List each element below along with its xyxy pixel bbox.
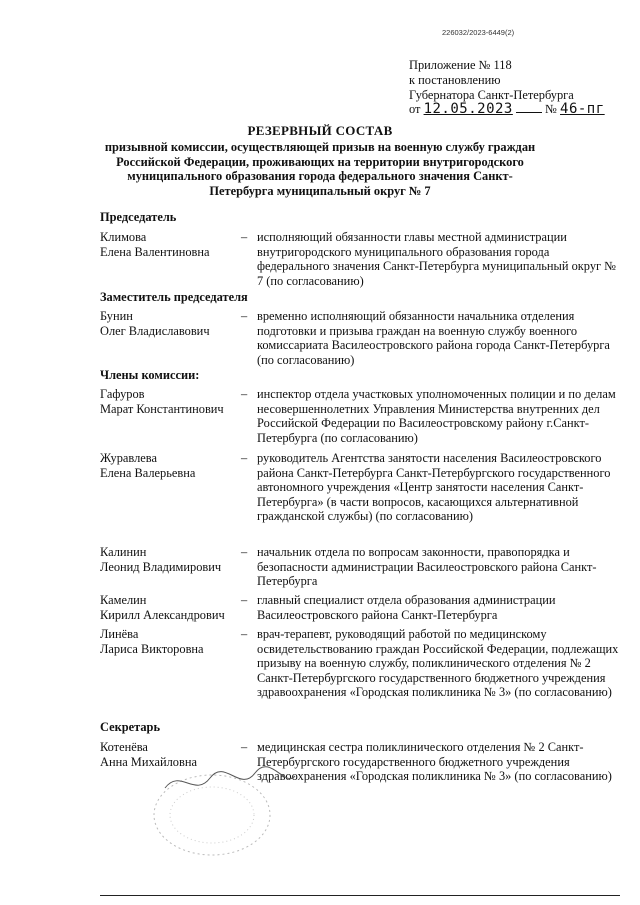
entry-desc: главный специалист отдела образования администрации Василеостровского района Санкт-Петербурга (257, 593, 556, 622)
section-chairman: Председатель (100, 210, 177, 224)
appendix-date-line (409, 102, 605, 117)
section-secretary: Секретарь (100, 720, 161, 734)
entry-name: Калинин Леонид Владимирович (100, 545, 222, 574)
section-members: Члены комиссии: (100, 368, 200, 382)
document-title: РЕЗЕРВНЫЙ СОСТАВ (247, 123, 393, 138)
entry-dash: – (241, 387, 248, 401)
entry-dash: – (241, 740, 248, 754)
number-prefix: № (545, 102, 557, 117)
entry-name: Камелин Кирилл Александрович (100, 593, 225, 622)
number-value: 46-пг (560, 101, 605, 118)
entry-dash: – (241, 593, 248, 607)
date-prefix: от (409, 102, 421, 117)
entry-name: Линёва Лариса Викторовна (100, 627, 204, 656)
entry-desc: медицинская сестра поликлинического отделения № 2 Санкт-Петербургского государственного бюджетного учреждения здравоохранения «Городская поликлиника № 3» (по согласованию) (257, 740, 612, 784)
appendix-line-3: Губернатора Санкт-Петербурга (409, 87, 574, 102)
appendix-block (409, 58, 605, 117)
entry-dash: – (241, 627, 248, 641)
entry-desc: инспектор отдела участковых уполномоченных полиции и по делам несовершеннолетних Управления Министерства внутренних дел Российской Федерации по Василеостровскому району г.Санкт-Петербурга (по согласованию) (257, 387, 616, 445)
date-value: 12.05.2023 (423, 101, 513, 118)
entry-name: Котенёва Анна Михайловна (100, 740, 197, 769)
document-subtitle: призывной комиссии, осуществляющей призыв на военную службу граждан Российской Федерации, проживающих на территории внутригородского муниципального образования города федерального значения Санкт-Петербурга муниципальный округ № 7 (104, 140, 536, 198)
appendix-line-1: Приложение № 118 (409, 58, 512, 72)
entry-name: Климова Елена Валентиновна (100, 230, 210, 259)
entry-dash: – (241, 309, 248, 323)
footer-rule (100, 895, 620, 896)
entry-name: Бунин Олег Владиславович (100, 309, 210, 338)
entry-dash: – (241, 230, 248, 244)
document-number: 226032/2023-6449(2) (442, 28, 515, 37)
entry-desc: исполняющий обязанности главы местной администрации внутригородского муниципального образования города федерального значения Санкт-Петербурга муниципальный округ № 7 (по согласованию) (257, 230, 617, 288)
section-deputy: Заместитель председателя (100, 290, 248, 304)
entry-dash: – (241, 545, 248, 559)
entry-desc: начальник отдела по вопросам законности, правопорядка и безопасности администрации Василеостровского района Санкт-Петербурга (257, 545, 597, 589)
signature-mark (160, 758, 300, 808)
entry-name: Гафуров Марат Константинович (100, 387, 224, 416)
entry-dash: – (241, 451, 248, 465)
entry-desc: руководитель Агентства занятости населения Василеостровского района Санкт-Петербурга Санкт-Петербургского государственного автономного учреждения «Центр занятости населения Санкт-Петербурга» (в части вопросов, касающихся альтернативной гражданской службы) (по согласованию) (257, 451, 611, 524)
appendix-line-2: к постановлению (409, 72, 501, 87)
entry-name: Журавлева Елена Валерьевна (100, 451, 196, 480)
entry-desc: временно исполняющий обязанности начальника отделения подготовки и призыва граждан на военную службу военного комиссариата Василеостровского района города Санкт-Петербурга (по согласованию) (257, 309, 610, 367)
entry-desc: врач-терапевт, руководящий работой по медицинскому освидетельствованию граждан Российской Федерации, подлежащих призыву на военную службу, поликлинического отделения № 2 Санкт-Петербургского государственного бюджетного учреждения здравоохранения «Городская поликлиника № 3» (по согласованию) (257, 627, 619, 700)
